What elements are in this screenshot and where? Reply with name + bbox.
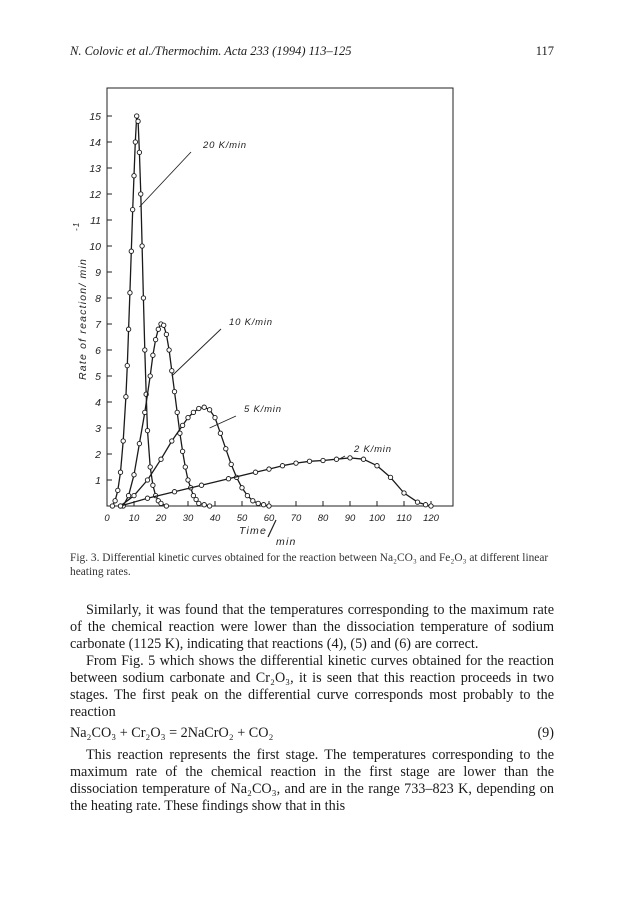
y-axis-ticks (89, 111, 112, 487)
data-point (167, 348, 171, 352)
data-point (361, 457, 365, 461)
data-point (180, 423, 184, 427)
x-tick-label: 90 (344, 513, 356, 524)
y-axis-label: Rate of reaction/ min (77, 257, 89, 380)
data-point (132, 174, 136, 178)
data-point (186, 478, 190, 482)
data-point (261, 503, 265, 507)
data-point (132, 493, 136, 497)
y-tick-label: 12 (89, 189, 101, 201)
x-tick-label: 40 (209, 513, 221, 524)
x-tick-label: 0 (104, 513, 110, 524)
x-tick-label: 20 (155, 513, 167, 524)
data-point (294, 461, 298, 465)
data-point (151, 483, 155, 487)
data-point (126, 327, 130, 331)
data-point (159, 457, 163, 461)
data-point (280, 464, 284, 468)
data-point (162, 323, 166, 327)
data-point (183, 465, 187, 469)
data-point (186, 415, 190, 419)
data-point (240, 486, 244, 490)
y-tick-label: 6 (95, 345, 101, 357)
body-text (70, 602, 554, 815)
data-point (143, 348, 147, 352)
data-point (321, 458, 325, 462)
x-tick-label: 50 (236, 513, 248, 524)
annotation-label: 20 K/min (203, 140, 247, 151)
data-point (170, 369, 174, 373)
data-point (137, 150, 141, 154)
annotation-label: 5 K/min (244, 404, 282, 415)
data-point (118, 504, 122, 508)
data-point (267, 467, 271, 471)
data-point (129, 249, 133, 253)
data-point (202, 405, 206, 409)
data-point (124, 395, 128, 399)
x-tick-label: 120 (423, 513, 439, 524)
data-point (429, 504, 433, 508)
equation-text: Na₂CO₃ + Cr₂O₃ = 2NaCrO₂ + CO₂ (70, 725, 274, 741)
data-point (197, 406, 201, 410)
figure-caption (70, 551, 554, 579)
data-point (423, 503, 427, 507)
data-point (159, 501, 163, 505)
data-point (402, 491, 406, 495)
y-tick-label: 3 (95, 423, 101, 435)
x-tick-label: 110 (396, 513, 412, 524)
paragraph-2: From Fig. 5 which shows the differential kinetic curves obtained for the reaction between sodium carbonate and Cr₂O₃, it is seen that this reaction proceeds in two stages. The first peak on the differential curve corresponds most probably to the reaction (70, 653, 554, 720)
y-tick-label: 15 (89, 111, 101, 123)
data-point (116, 488, 120, 492)
data-point (145, 496, 149, 500)
page-number: 117 (535, 44, 554, 58)
data-point (156, 327, 160, 331)
data-point (148, 465, 152, 469)
data-point (334, 457, 338, 461)
x-axis-label-suffix: min (276, 536, 297, 548)
x-axis-ticks (104, 501, 439, 524)
x-tick-label: 80 (317, 513, 329, 524)
data-point (172, 490, 176, 494)
data-point (253, 470, 257, 474)
data-point (135, 114, 139, 118)
y-tick-label: 7 (95, 319, 101, 331)
data-point (128, 291, 132, 295)
data-point (170, 439, 174, 443)
data-point (125, 363, 129, 367)
data-point (180, 449, 184, 453)
annotation-leader (172, 329, 221, 376)
data-point (348, 456, 352, 460)
x-axis-label-prefix: Time (239, 525, 268, 537)
data-point (213, 415, 217, 419)
series-line (123, 324, 209, 506)
caption-text: Differential kinetic curves obtained for the reaction between Na₂CO₃ and Fe₂O₃ at different linear heating rates. (70, 552, 549, 578)
data-point (415, 500, 419, 504)
annotation-label: 10 K/min (229, 317, 273, 328)
y-tick-label: 1 (95, 475, 101, 487)
paragraph-1: Similarly, it was found that the temperatures corresponding to the maximum rate of the chemical reaction were lower than the dissociation temperature of sodium carbonate (1125 K), indicating that reactions (4), (5) and (6) are correct. (70, 602, 554, 652)
data-point (151, 353, 155, 357)
data-point (175, 410, 179, 414)
equation-number: (9) (537, 725, 554, 741)
caption-label: Fig. 3. (70, 552, 100, 564)
data-point (202, 503, 206, 507)
series-line (121, 458, 432, 506)
data-point (153, 337, 157, 341)
data-point (110, 504, 114, 508)
data-point (126, 493, 130, 497)
data-point (388, 475, 392, 479)
data-point (197, 501, 201, 505)
data-point (229, 462, 233, 466)
series-line (112, 116, 166, 506)
data-point (133, 140, 137, 144)
data-point (164, 332, 168, 336)
y-tick-label: 11 (90, 215, 101, 227)
paragraph-3: This reaction represents the first stage. The temperatures corresponding to the maximum rate of the chemical reaction in the first stage are lower than the dissociation temperature of Na₂CO₃, and are in the range 733–823 K, depending on the heating rate. These findings show that in this (70, 747, 554, 814)
y-tick-label: 14 (89, 137, 101, 149)
data-point (141, 296, 145, 300)
data-point (137, 441, 141, 445)
plot-frame (107, 88, 453, 506)
data-point (226, 477, 230, 481)
y-tick-label: 8 (95, 293, 101, 305)
data-point (143, 410, 147, 414)
data-point (132, 473, 136, 477)
data-point (191, 410, 195, 414)
annotation-leader (139, 152, 191, 207)
x-tick-label: 30 (182, 513, 194, 524)
data-point (145, 478, 149, 482)
data-point (121, 439, 125, 443)
y-tick-label: 13 (89, 163, 101, 175)
data-point (256, 501, 260, 505)
data-point (207, 504, 211, 508)
data-point (118, 470, 122, 474)
y-tick-label: 10 (89, 241, 101, 253)
annotation-label: 2 K/min (354, 444, 392, 455)
y-tick-label: 2 (95, 449, 101, 461)
data-point (148, 374, 152, 378)
data-point (145, 428, 149, 432)
data-point (113, 499, 117, 503)
y-tick-label: 5 (95, 371, 101, 383)
data-point (375, 464, 379, 468)
data-point (218, 431, 222, 435)
data-point (199, 483, 203, 487)
data-point (140, 244, 144, 248)
y-tick-label: 4 (95, 397, 101, 409)
data-point (245, 493, 249, 497)
data-point (139, 192, 143, 196)
data-point (224, 447, 228, 451)
data-point (130, 207, 134, 211)
x-tick-label: 100 (369, 513, 385, 524)
data-point (267, 504, 271, 508)
running-title: N. Colovic et al./Thermochim. Acta 233 (1994) 113–125 (70, 44, 352, 58)
y-axis-label-exponent: -1 (72, 221, 81, 231)
x-tick-label: 10 (128, 513, 140, 524)
y-tick-label: 9 (95, 267, 101, 279)
data-point (307, 459, 311, 463)
data-point (172, 389, 176, 393)
data-point (251, 499, 255, 503)
x-tick-label: 70 (290, 513, 302, 524)
data-point (136, 119, 140, 123)
equation-9 (70, 725, 554, 743)
x-tick-label: 60 (263, 513, 275, 524)
data-point (207, 408, 211, 412)
data-point (164, 504, 168, 508)
